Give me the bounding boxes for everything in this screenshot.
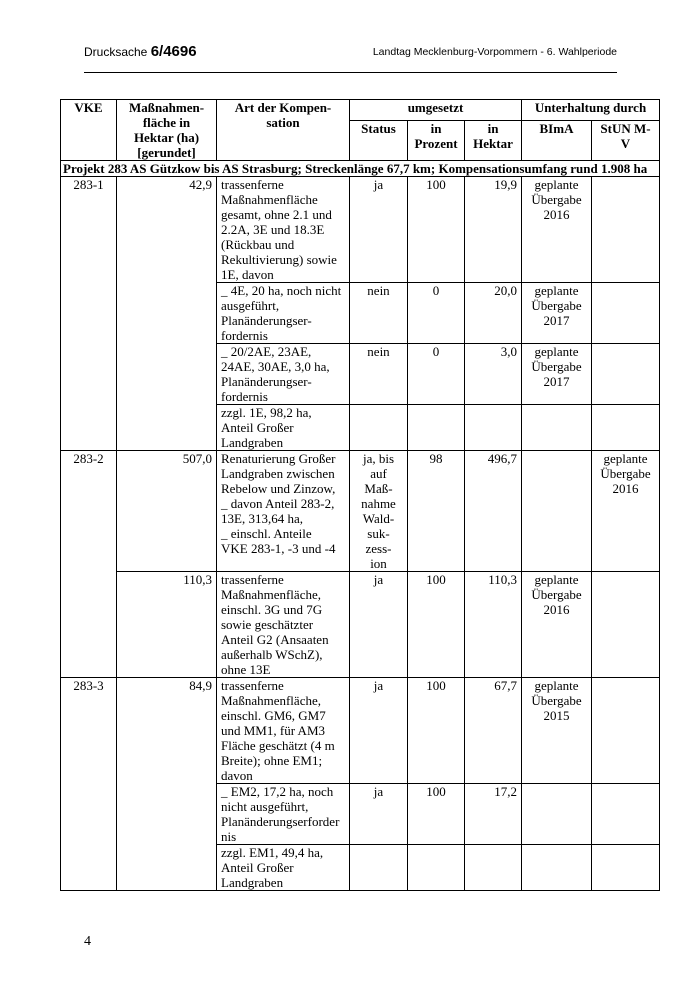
table-row [61,678,660,784]
stun-cell [592,283,660,344]
col-header-unterhaltung: Unterhaltung durch [522,100,660,121]
status-cell: ja [350,572,408,678]
status-cell: ja, bis auf Maß- nahme Wald- suk- zess- ion [350,451,408,572]
col-header-status: Status [350,120,408,160]
parliament-label: Landtag Mecklenburg-Vorpommern - 6. Wahlperiode [372,46,617,58]
stun-cell [592,678,660,784]
hektar-cell: 67,7 [465,678,522,784]
col-header-prozent: in Prozent [408,120,465,160]
art-cell: Renaturierung Großer Landgraben zwischen Rebelow und Zinzow, _ davon Anteil 283-2, 13E, 313,64 ha, _ einschl. Anteile VKE 283-1, -3 und -4 [217,451,350,572]
col-header-art: Art der Kompen- sation [217,100,350,161]
hektar-cell: 19,9 [465,177,522,283]
art-cell: zzgl. EM1, 49,4 ha, Anteil Großer Landgraben [217,845,350,891]
prozent-cell: 100 [408,572,465,678]
stun-cell [592,784,660,845]
col-header-umgesetzt: umgesetzt [350,100,522,121]
art-cell: trassenferne Maßnahmenfläche, einschl. GM6, GM7 und MM1, für AM3 Fläche geschätzt (4 m Breite); ohne EM1; davon [217,678,350,784]
col-header-hektar: in Hektar [465,120,522,160]
document-number: Drucksache 6/4696 [84,43,197,60]
art-cell: _ 20/2AE, 23AE, 24AE, 30AE, 3,0 ha, Planänderungser- fordernis [217,344,350,405]
prozent-cell [408,845,465,891]
art-cell: _ EM2, 17,2 ha, noch nicht ausgeführt, Planänderungserforder nis [217,784,350,845]
hektar-cell [465,845,522,891]
hektar-cell: 110,3 [465,572,522,678]
stun-cell [592,572,660,678]
prozent-cell: 0 [408,344,465,405]
hektar-cell: 496,7 [465,451,522,572]
bima-cell [522,784,592,845]
vke-cell: 283-1 [61,177,117,451]
prozent-cell [408,405,465,451]
flaeche-cell: 42,9 [117,177,217,451]
status-cell: ja [350,784,408,845]
hektar-cell: 17,2 [465,784,522,845]
status-cell: nein [350,344,408,405]
prozent-cell: 100 [408,177,465,283]
bima-cell: geplante Übergabe 2017 [522,344,592,405]
stun-cell [592,845,660,891]
status-cell [350,405,408,451]
drucksache-number: 6/4696 [150,43,197,60]
hektar-cell: 3,0 [465,344,522,405]
header-row-1 [61,100,660,121]
bima-cell: geplante Übergabe 2015 [522,678,592,784]
prozent-cell: 98 [408,451,465,572]
prozent-cell: 100 [408,678,465,784]
vke-cell: 283-3 [61,678,117,891]
bima-cell [522,405,592,451]
col-header-vke: VKE [61,100,117,161]
bima-cell: geplante Übergabe 2017 [522,283,592,344]
stun-cell [592,177,660,283]
prozent-cell: 100 [408,784,465,845]
stun-cell [592,344,660,405]
compensation-table [60,99,660,891]
table-row [61,451,660,572]
art-cell: trassenferne Maßnahmenfläche, einschl. 3G und 7G sowie geschätzter Anteil G2 (Ansaaten außerhalb WSchZ), ohne 13E [217,572,350,678]
table-row [61,177,660,283]
bima-cell [522,845,592,891]
status-cell [350,845,408,891]
col-header-bima: BImA [522,120,592,160]
art-cell: trassenferne Maßnahmenfläche gesamt, ohne 2.1 und 2.2A, 3E und 18.3E (Rückbau und Rekultivierung) sowie 1E, davon [217,177,350,283]
project-title: Projekt 283 AS Gützkow bis AS Strasburg; Streckenlänge 67,7 km; Kompensationsumfang rund 1.908 ha [61,161,660,177]
header-rule [84,72,617,73]
art-cell: zzgl. 1E, 98,2 ha, Anteil Großer Landgraben [217,405,350,451]
stun-cell [592,405,660,451]
flaeche-cell: 110,3 [117,572,217,678]
status-cell: ja [350,678,408,784]
col-header-massnahmenflaeche: Maßnahmen- fläche in Hektar (ha) [gerundet] [117,100,217,161]
status-cell: ja [350,177,408,283]
hektar-cell: 20,0 [465,283,522,344]
art-cell: _ 4E, 20 ha, noch nicht ausgeführt, Planänderungser- fordernis [217,283,350,344]
vke-cell: 283-2 [61,451,117,678]
page-header [84,43,617,65]
bima-cell [522,451,592,572]
hektar-cell [465,405,522,451]
page-number: 4 [84,934,91,949]
prozent-cell: 0 [408,283,465,344]
stun-cell: geplante Übergabe 2016 [592,451,660,572]
table-row [61,572,660,678]
bima-cell: geplante Übergabe 2016 [522,177,592,283]
flaeche-cell: 507,0 [117,451,217,572]
flaeche-cell: 84,9 [117,678,217,891]
bima-cell: geplante Übergabe 2016 [522,572,592,678]
status-cell: nein [350,283,408,344]
col-header-stun: StUN M-V [592,120,660,160]
project-row [61,161,660,177]
